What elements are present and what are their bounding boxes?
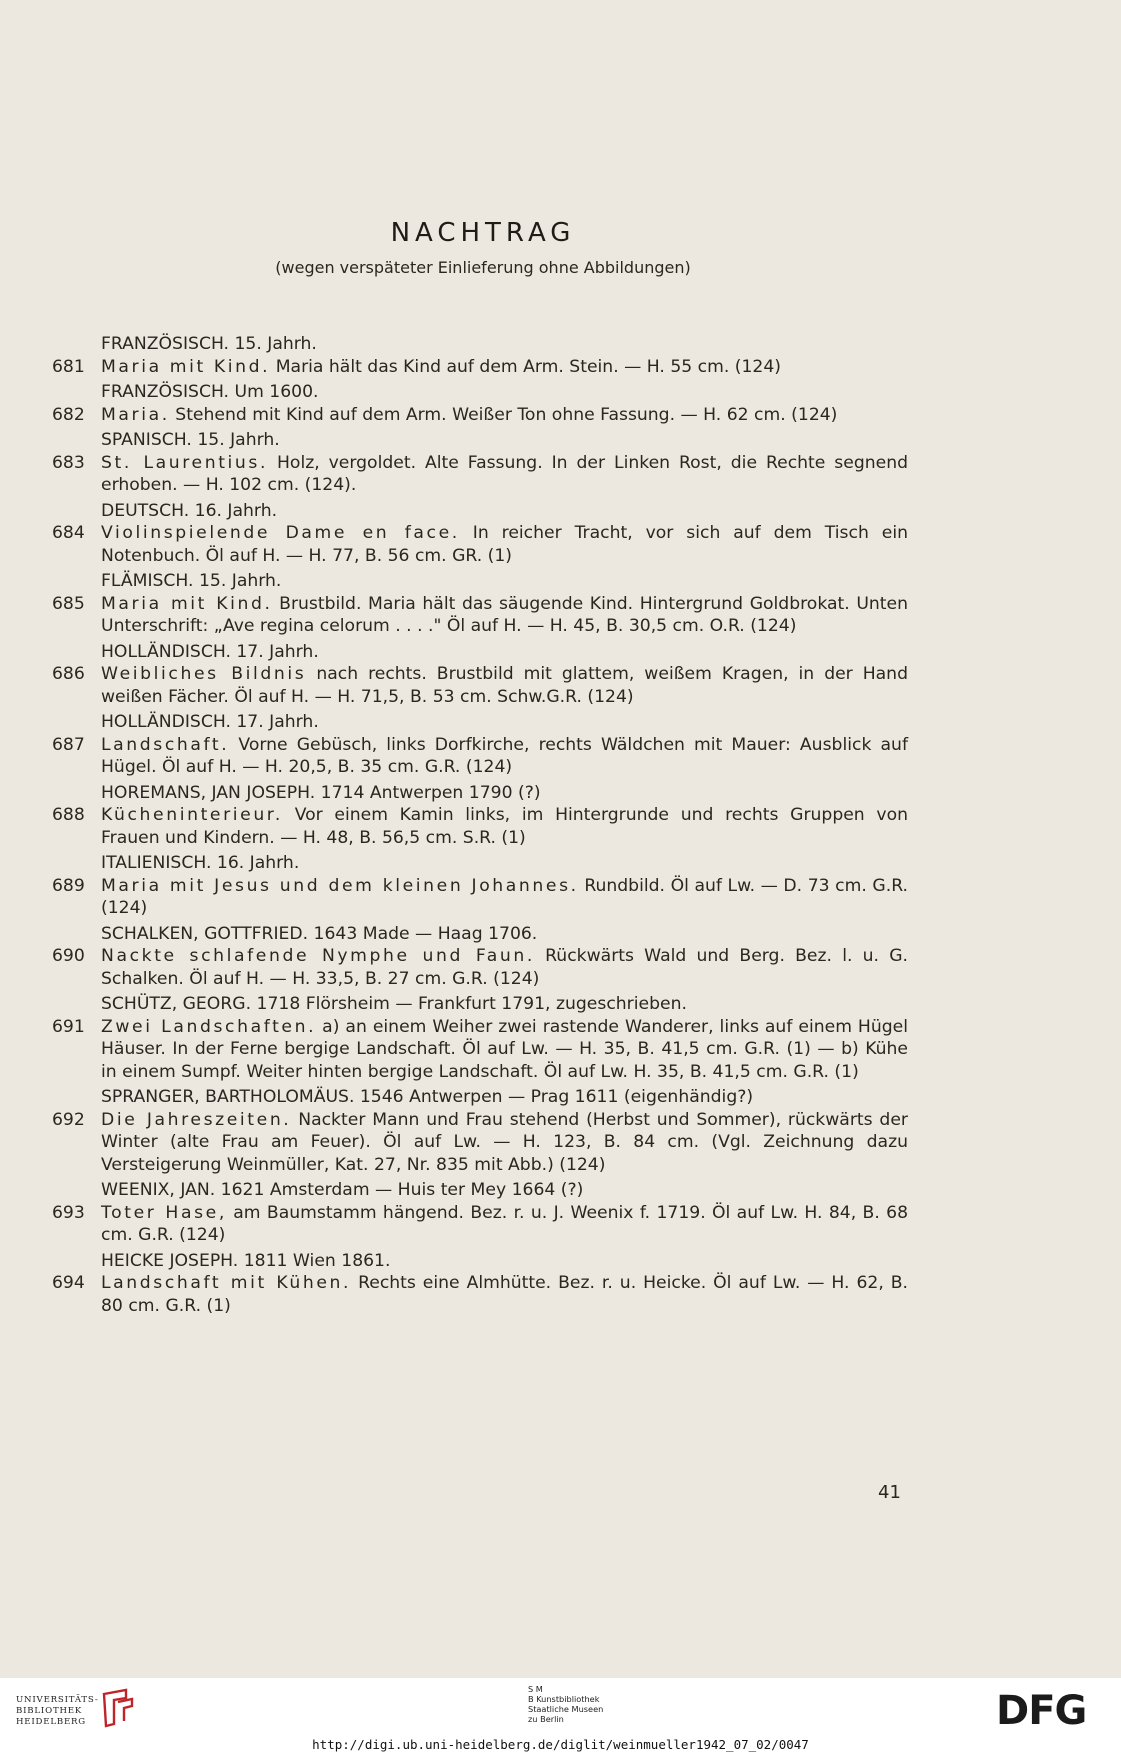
lot-title: Nackte schlafende Nymphe und Faun. [101,946,535,966]
catalog-lot [52,945,908,990]
mark-line: zu Berlin [528,1714,564,1724]
entry-artist: SPANISCH. 15. Jahrh. [101,430,280,450]
lot-title: Kücheninterieur. [101,805,283,825]
lot-title: Zwei Landschaften. [101,1016,317,1037]
lot-text [101,1016,908,1084]
lot-number: 684 [52,523,85,543]
lot-number: 687 [52,734,85,755]
entry-artist: SPRANGER, BARTHOLOMÄUS. 1546 Antwerpen — Prag 1611 (eigenhändig?) [101,1087,754,1107]
catalog-lot [52,356,908,379]
lot-text [101,804,908,849]
catalog-lot [52,734,908,779]
lot-title: Violinspielende Dame en face. [101,523,460,543]
logo-line: BIBLIOTHEK [16,1706,83,1716]
page-subtitle: (wegen verspäteter Einlieferung ohne Abbildungen) [275,258,691,277]
lot-title: Maria mit Jesus und dem kleinen Johannes. [101,875,579,896]
lot-description: Rundbild. Öl auf Lw. — D. 73 cm. G.R. (124) [101,875,908,918]
lot-description: Brustbild. Maria hält das säugende Kind. Hintergrund Goldbrokat. Unten Unterschrift: „Ave regina celorum . . . ." Öl auf H. — H. 45, B. 30,5 cm. O.R. (124) [101,593,909,636]
catalog-lot [52,663,908,708]
entry-artist: WEENIX, JAN. 1621 Amsterdam — Huis ter Mey 1664 (?) [101,1180,584,1200]
dfg-logo: DFG [996,1688,1087,1734]
lot-description: Stehend mit Kind auf dem Arm. Weißer Ton ohne Fassung. — H. 62 cm. (124) [175,404,838,425]
lot-text [101,452,908,497]
lot-text [101,875,908,920]
lot-description: a) an einem Weiher zwei rastende Wanderer, links auf einem Hügel Häuser. In der Ferne bergige Landschaft. Öl auf Lw. — H. 35, B. 41,5 cm. G.R. (1) — b) Kühe in einem Sumpf. Weiter hinten bergige Landschaft. Öl auf Lw. H. 35, B. 41,5 cm. G.R. (1) [101,1016,909,1082]
lot-number: 694 [52,1273,85,1293]
lot-description: am Baumstamm hängend. Bez. r. u. J. Weenix f. 1719. Öl auf Lw. H. 84, B. 68 cm. G.R. (124) [101,1202,909,1245]
mark-line: S M [528,1684,543,1694]
lot-text [101,1109,908,1177]
lot-number: 693 [52,1202,85,1223]
lot-number: 686 [52,664,85,684]
entry-artist: SCHALKEN, GOTTFRIED. 1643 Made — Haag 1706. [101,923,538,944]
lot-title: Toter Hase, [101,1202,227,1223]
entry-artist: HEICKE JOSEPH. 1811 Wien 1861. [101,1250,391,1271]
catalog-lot [52,522,908,567]
lot-description: Holz, vergoldet. Alte Fassung. In der Linken Rost, die Rechte segnend erhoben. — H. 102 cm. (124). [101,452,909,495]
lot-text [101,945,908,990]
lot-text [101,356,908,379]
lot-description: In reicher Tracht, vor sich auf dem Tisch ein Notenbuch. Öl auf H. — H. 77, B. 56 cm. GR. (1) [101,523,908,566]
catalog-lot [52,804,908,849]
lot-title: Die Jahreszeiten. [101,1109,292,1130]
lot-number: 682 [52,404,85,425]
lot-text [101,734,908,779]
entry-artist: HOREMANS, JAN JOSEPH. 1714 Antwerpen 1790 (?) [101,782,541,803]
lot-description: Rechts eine Almhütte. Bez. r. u. Heicke. Öl auf Lw. — H. 62, B. 80 cm. G.R. (1) [101,1273,908,1316]
catalog-lot [52,404,908,427]
lot-number: 688 [52,805,85,825]
lot-number: 692 [52,1109,85,1130]
library-emblem-icon [100,1688,136,1728]
mark-line: B Kunstbibliothek [528,1694,600,1704]
lot-text [101,522,908,567]
lot-description: Vorne Gebüsch, links Dorfkirche, rechts Wäldchen mit Mauer: Ausblick auf Hügel. Öl auf H. — H. 20,5, B. 35 cm. G.R. (124) [101,734,908,777]
catalog-lot [52,1272,908,1317]
page-title: NACHTRAG [390,218,576,248]
entry-artist: FLÄMISCH. 15. Jahrh. [101,571,282,591]
lot-number: 691 [52,1016,85,1037]
lot-title: Maria mit Kind. [101,593,273,614]
lot-description: Rückwärts Wald und Berg. Bez. l. u. G. Schalken. Öl auf H. — H. 33,5, B. 27 cm. G.R. (124) [101,946,908,989]
catalog-lot [52,1202,908,1247]
entry-artist: HOLLÄNDISCH. 17. Jahrh. [101,641,319,662]
lot-description: Vor einem Kamin links, im Hintergrunde und rechts Gruppen von Frauen und Kindern. — H. 48, B. 56,5 cm. S.R. (1) [101,805,908,848]
lot-description: Nackter Mann und Frau stehend (Herbst und Sommer), rückwärts der Winter (alte Frau am Feuer). Öl auf Lw. — H. 123, B. 84 cm. (Vgl. Zeichnung dazu Versteigerung Weinmüller, Kat. 27, Nr. 835 mit Abb.) (124) [101,1109,908,1175]
lot-number: 683 [52,452,85,473]
catalog-lot [52,875,908,920]
entry-artist: FRANZÖSISCH. Um 1600. [101,382,319,402]
entry-artist: SCHÜTZ, GEORG. 1718 Flörsheim — Frankfurt 1791, zugeschrieben. [101,994,687,1014]
lot-title: Landschaft mit Kühen. [101,1273,352,1293]
catalog-lot [52,1016,908,1084]
catalog-entries [52,330,908,1317]
lot-title: Weibliches Bildnis [101,664,307,684]
digitization-footer [0,1678,1121,1754]
entry-artist: DEUTSCH. 16. Jahrh. [101,500,278,521]
entry-artist: HOLLÄNDISCH. 17. Jahrh. [101,712,319,732]
lot-number: 681 [52,356,85,377]
lot-number: 689 [52,875,85,896]
catalog-lot [52,1109,908,1177]
logo-line: UNIVERSITÄTS- [16,1695,99,1705]
catalog-lot [52,593,908,638]
lot-title: Landschaft. [101,734,230,755]
lot-text [101,1202,908,1247]
museum-mark [528,1684,603,1724]
lot-text [101,593,908,638]
entry-artist: FRANZÖSISCH. 15. Jahrh. [101,334,317,354]
university-library-logo [16,1695,99,1728]
lot-number: 690 [52,946,85,966]
lot-text [101,1272,908,1317]
lot-description: nach rechts. Brustbild mit glattem, weißem Kragen, in der Hand weißen Fächer. Öl auf H. — H. 71,5, B. 53 cm. Schw.G.R. (124) [101,664,908,707]
entry-artist: ITALIENISCH. 16. Jahrh. [101,853,300,873]
lot-text [101,404,908,427]
lot-title: Maria mit Kind. [101,356,271,377]
lot-description: Maria hält das Kind auf dem Arm. Stein. — H. 55 cm. (124) [275,356,781,377]
lot-title: St. Laurentius. [101,452,269,473]
page-number: 41 [878,1482,901,1503]
source-url-link[interactable]: http://digi.ub.uni-heidelberg.de/diglit/weinmueller1942_07_02/0047 [312,1737,809,1752]
lot-number: 685 [52,593,85,614]
logo-line: HEIDELBERG [16,1717,86,1727]
catalog-lot [52,452,908,497]
mark-line: Staatliche Museen [528,1704,604,1714]
lot-text [101,663,908,708]
lot-title: Maria. [101,404,170,425]
